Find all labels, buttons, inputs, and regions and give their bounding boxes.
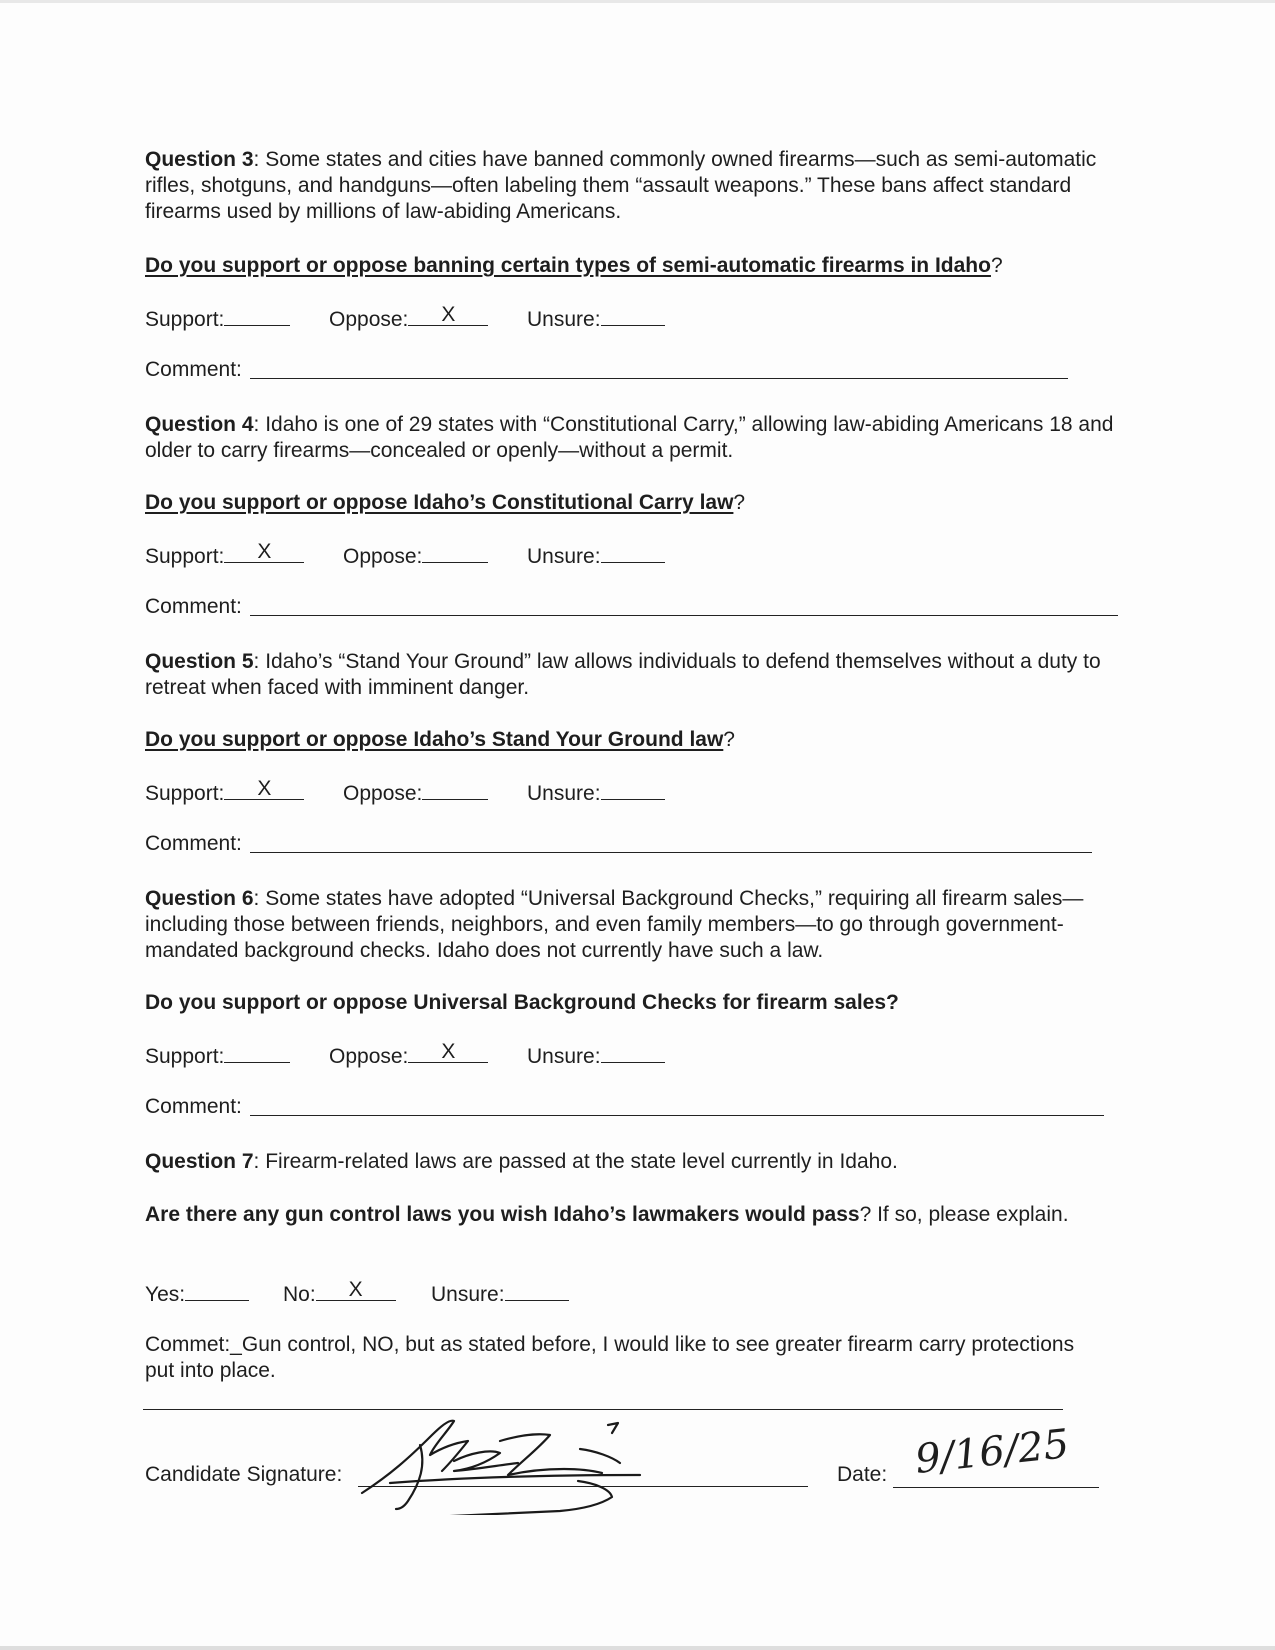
- oppose-label: Oppose:: [329, 1045, 409, 1068]
- unsure-blank[interactable]: [601, 305, 665, 326]
- question-3-ask-end: ?: [990, 254, 1003, 277]
- oppose-blank[interactable]: [408, 1042, 488, 1063]
- oppose-option[interactable]: [329, 1042, 488, 1070]
- question-6-text: : Some states have adopted “Universal Background Checks,” requiring all firearm sales—including those between friends, neighbors, and even family members—to go through government-mandated background checks. Idaho does not currently have such a law.: [145, 887, 1084, 962]
- question-3-ask-text: Do you support or oppose banning certain types of semi-automatic firearms in Idaho: [145, 254, 991, 277]
- oppose-label: Oppose:: [329, 308, 409, 331]
- question-6-options: [145, 1042, 745, 1070]
- support-label: Support:: [145, 308, 225, 331]
- question-3: [145, 147, 1120, 225]
- question-4-options: [145, 542, 745, 570]
- no-label: No:: [283, 1283, 316, 1306]
- question-3-comment-label: Comment:: [145, 358, 242, 381]
- unsure-label: Unsure:: [431, 1283, 505, 1306]
- support-blank[interactable]: [224, 1042, 290, 1063]
- question-3-ask: [145, 253, 1120, 279]
- signature-label: Candidate Signature:: [145, 1463, 343, 1486]
- question-4-label: Question 4: [145, 413, 254, 436]
- no-mark: X: [348, 1278, 363, 1301]
- question-3-text: : Some states and cities have banned commonly owned firearms—such as semi-automatic rifles, shotguns, and handguns—often labeling them “assault weapons.” These bans affect standard firearms used by millions of law-abiding Americans.: [145, 148, 1097, 223]
- support-blank[interactable]: [224, 779, 304, 800]
- question-5-comment-field[interactable]: [250, 851, 1092, 853]
- question-6: [145, 886, 1120, 964]
- unsure-blank[interactable]: [601, 779, 665, 800]
- oppose-blank[interactable]: [422, 779, 488, 800]
- yes-label: Yes:: [145, 1283, 186, 1306]
- unsure-option[interactable]: [527, 779, 665, 807]
- support-option[interactable]: [145, 1042, 290, 1070]
- yes-option[interactable]: [145, 1280, 249, 1308]
- question-5-ask-text: Do you support or oppose Idaho’s Stand Your Ground law: [145, 728, 724, 751]
- question-5-options: [145, 779, 745, 807]
- scan-edge: [0, 0, 1275, 3]
- question-5: [145, 649, 1120, 701]
- question-6-comment-field[interactable]: [250, 1114, 1104, 1116]
- question-5-ask-end: ?: [723, 728, 735, 751]
- yes-blank[interactable]: [185, 1280, 249, 1301]
- oppose-label: Oppose:: [343, 782, 423, 805]
- question-5-text: : Idaho’s “Stand Your Ground” law allows individuals to defend themselves without a duty to retreat when faced with imminent danger.: [145, 650, 1101, 699]
- question-7: [145, 1149, 1120, 1175]
- oppose-mark: X: [441, 1040, 456, 1063]
- question-5-label: Question 5: [145, 650, 254, 673]
- question-6-ask-text: Do you support or oppose Universal Background Checks for firearm sales?: [145, 991, 899, 1014]
- question-7-comment[interactable]: Commet:_Gun control, NO, but as stated before, I would like to see greater firearm carry protections put into place.: [145, 1333, 1075, 1382]
- unsure-label: Unsure:: [527, 782, 601, 805]
- oppose-blank[interactable]: [422, 542, 488, 563]
- handwritten-signature: [350, 1405, 690, 1515]
- question-4-comment-label: Comment:: [145, 595, 242, 618]
- question-7-ask-text: Are there any gun control laws you wish Idaho’s lawmakers would pass: [145, 1203, 860, 1226]
- oppose-option[interactable]: [343, 542, 488, 570]
- support-blank[interactable]: [224, 305, 290, 326]
- question-4-ask-text: Do you support or oppose Idaho’s Constitutional Carry law: [145, 491, 734, 514]
- question-7-ask: [145, 1202, 1120, 1228]
- unsure-option[interactable]: [527, 305, 665, 333]
- unsure-option[interactable]: [431, 1280, 569, 1308]
- question-6-ask: [145, 990, 1120, 1016]
- question-6-comment-label: Comment:: [145, 1095, 242, 1118]
- support-mark: X: [257, 540, 272, 563]
- support-blank[interactable]: [224, 542, 304, 563]
- no-option[interactable]: [283, 1280, 396, 1308]
- unsure-blank[interactable]: [601, 1042, 665, 1063]
- question-7-label: Question 7: [145, 1150, 254, 1173]
- question-5-ask: [145, 727, 1120, 753]
- question-4-text: : Idaho is one of 29 states with “Constitutional Carry,” allowing law-abiding Americans 18 and older to carry firearms—concealed or openly—without a permit.: [145, 413, 1114, 462]
- oppose-label: Oppose:: [343, 545, 423, 568]
- date-label: Date:: [837, 1463, 888, 1486]
- unsure-blank[interactable]: [601, 542, 665, 563]
- unsure-option[interactable]: [527, 1042, 665, 1070]
- unsure-label: Unsure:: [527, 1045, 601, 1068]
- support-mark: X: [257, 777, 272, 800]
- question-4-ask-end: ?: [733, 491, 746, 514]
- question-4-comment-field[interactable]: [250, 614, 1118, 616]
- question-4-ask: [145, 490, 1120, 516]
- no-blank[interactable]: [316, 1280, 396, 1301]
- oppose-option[interactable]: [343, 779, 488, 807]
- question-4: [145, 412, 1120, 464]
- question-7-ask-end: ? If so, please explain.: [859, 1203, 1069, 1226]
- support-label: Support:: [145, 545, 225, 568]
- question-5-comment-label: Comment:: [145, 832, 242, 855]
- date-value: 9/16/25: [913, 1421, 1072, 1483]
- question-3-label: Question 3: [145, 148, 254, 171]
- question-7-text: : Firearm-related laws are passed at the state level currently in Idaho.: [253, 1150, 898, 1173]
- date-field[interactable]: [893, 1486, 1099, 1488]
- unsure-blank[interactable]: [505, 1280, 569, 1301]
- support-option[interactable]: [145, 779, 304, 807]
- scan-edge: [0, 1646, 1275, 1650]
- oppose-option[interactable]: [329, 305, 488, 333]
- unsure-label: Unsure:: [527, 308, 601, 331]
- support-option[interactable]: [145, 542, 304, 570]
- unsure-option[interactable]: [527, 542, 665, 570]
- question-6-label: Question 6: [145, 887, 254, 910]
- question-7-options: [145, 1280, 745, 1308]
- support-label: Support:: [145, 782, 225, 805]
- oppose-mark: X: [441, 303, 456, 326]
- support-label: Support:: [145, 1045, 225, 1068]
- support-option[interactable]: [145, 305, 290, 333]
- unsure-label: Unsure:: [527, 545, 601, 568]
- oppose-blank[interactable]: [408, 305, 488, 326]
- question-3-options: [145, 305, 745, 333]
- question-3-comment-field[interactable]: [250, 377, 1068, 379]
